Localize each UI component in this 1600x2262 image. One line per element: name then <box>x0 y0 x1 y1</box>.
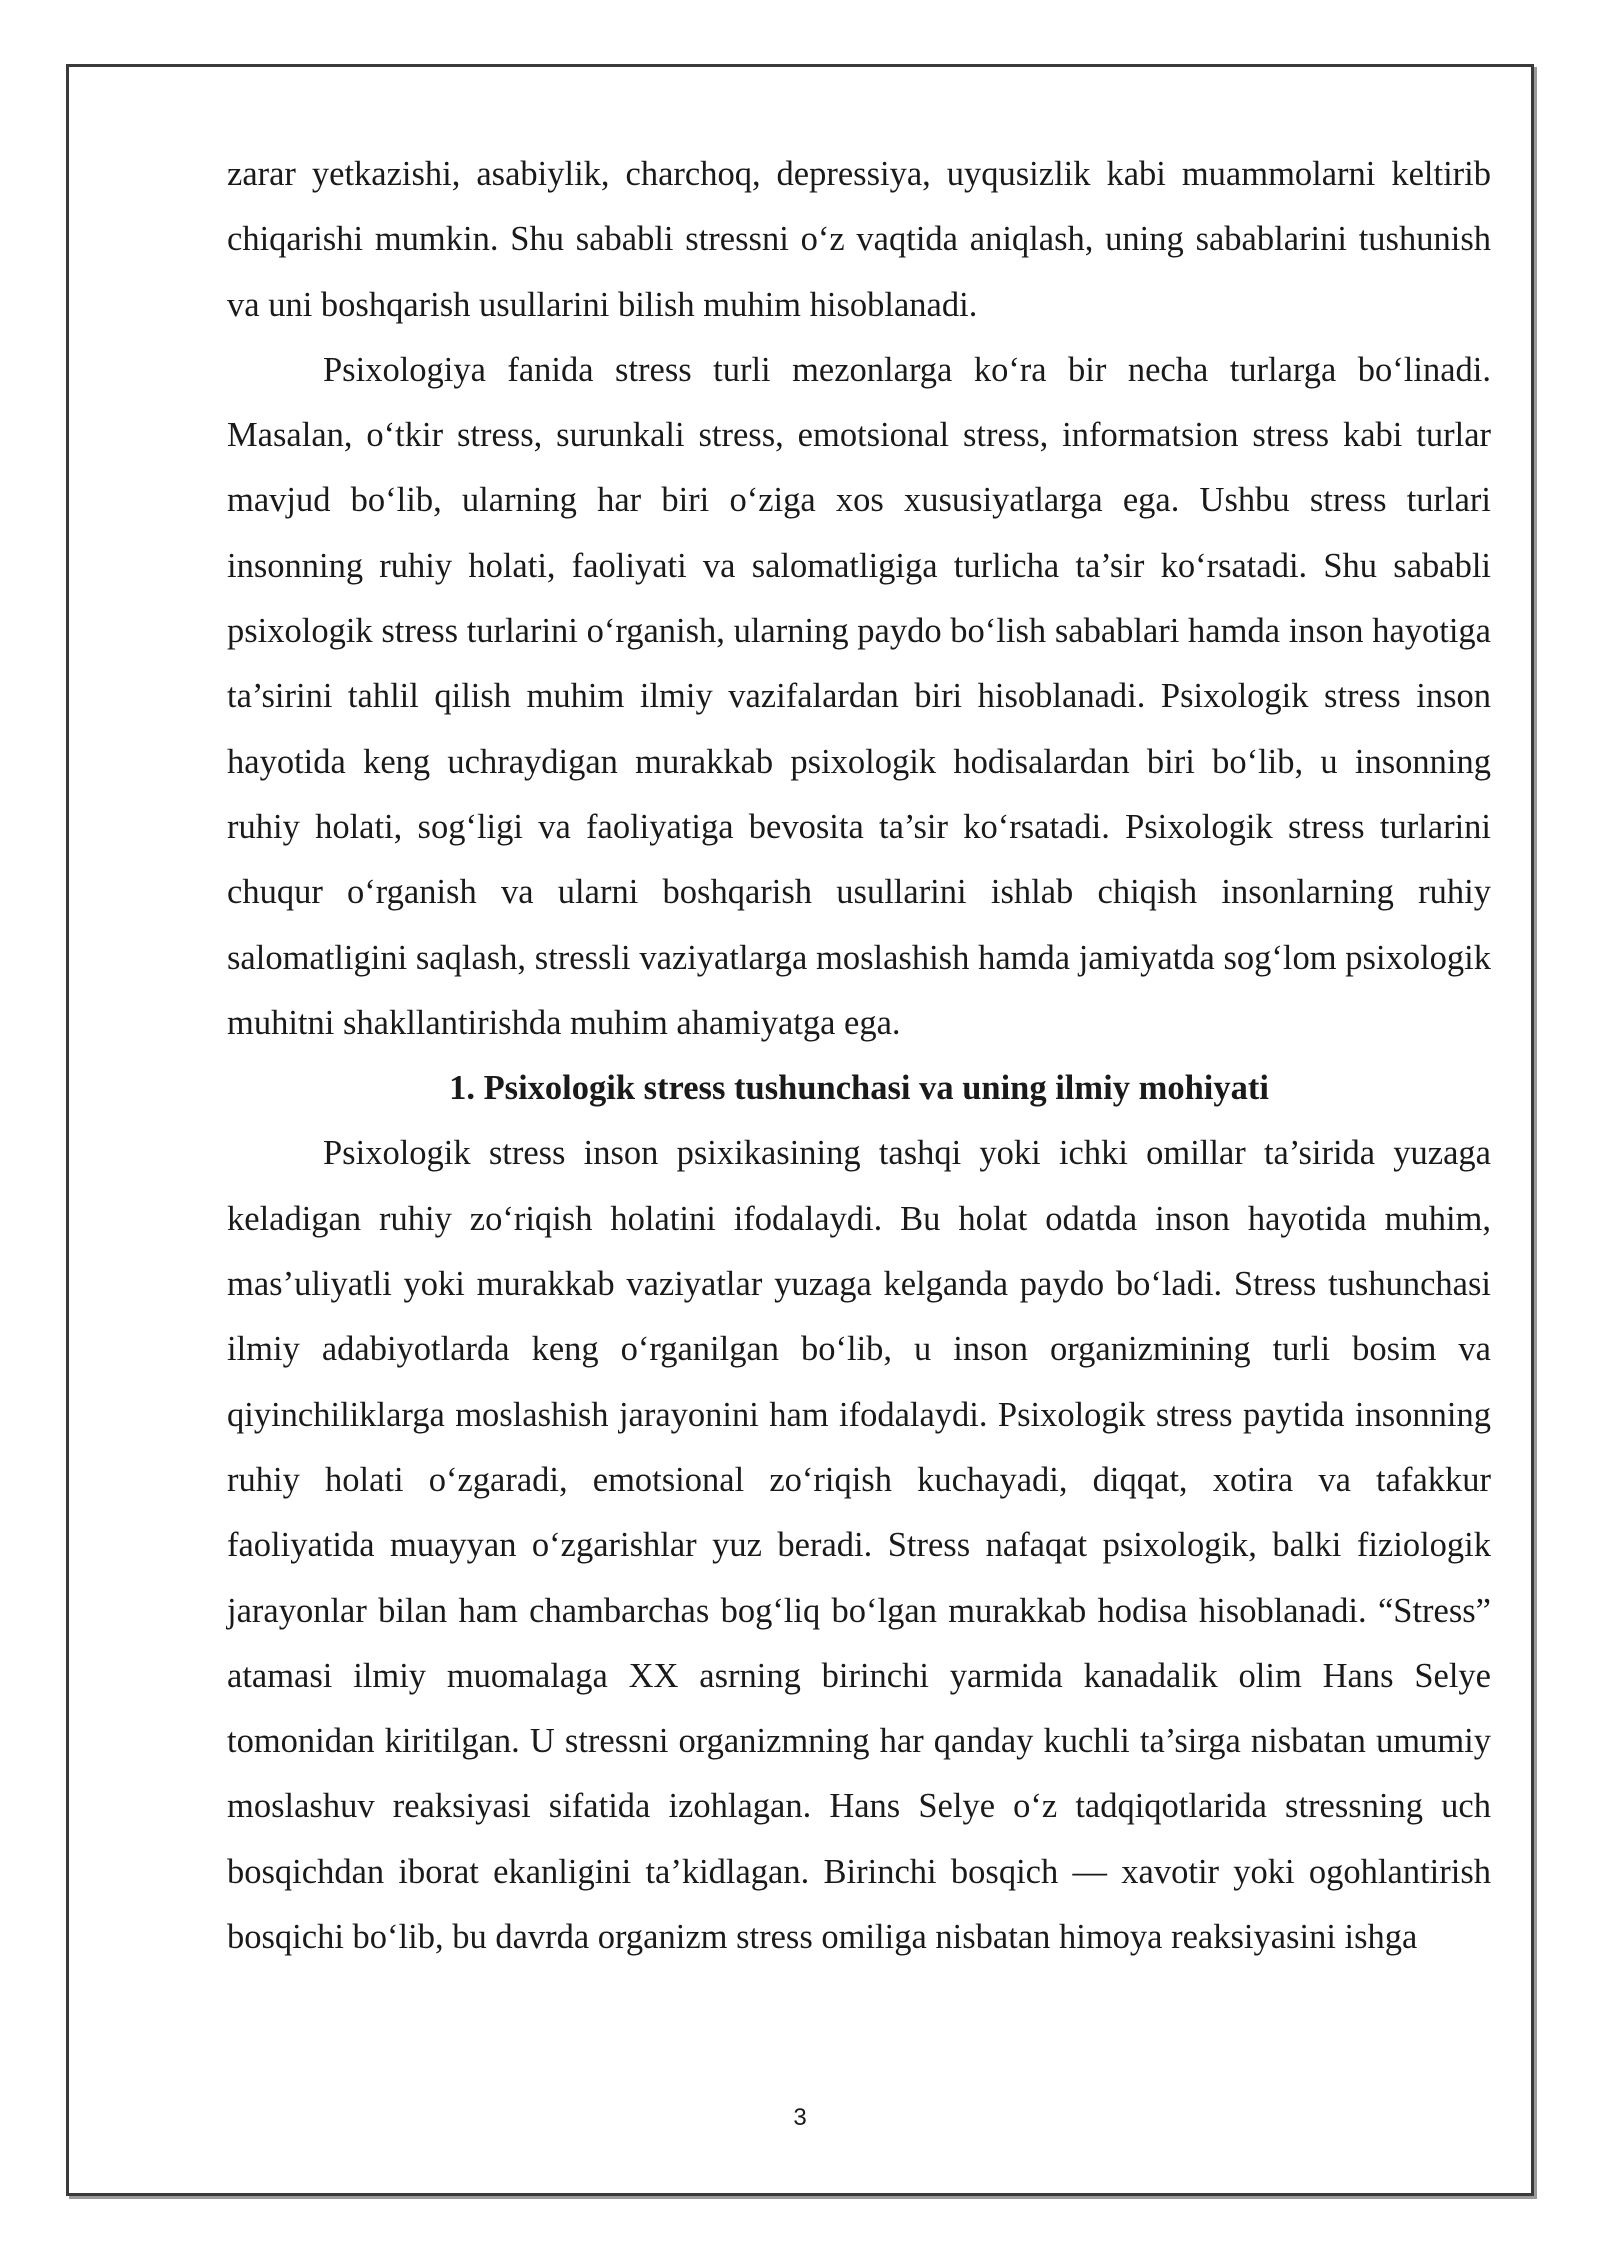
page-number: 3 <box>793 2104 807 2131</box>
paragraph-continuation: zarar yetkazishi, asabiylik, charchoq, depressiya, uyqusizlik kabi muammolarni keltirib chiqarishi mumkin. Shu sababli stressni o‘z vaqtida aniqlash, uning sabablarini tushunish va uni boshqarish usullarini bilish muhim hisoblanadi. <box>227 155 1491 324</box>
paragraph-stress-concept: Psixologik stress inson psixikasining tashqi yoki ichki omillar ta’sirida yuzaga keladigan ruhiy zo‘riqish holatini ifodalaydi. Bu holat odatda inson hayotida muhim, mas’uliyatli yoki murakkab vaziyatlar yuzaga kelganda paydo bo‘ladi. Stress tushunchasi ilmiy adabiyotlarda keng o‘rganilgan bo‘lib, u inson organizmining turli bosim va qiyinchiliklarga moslashish jarayonini ham ifodalaydi. Psixologik stress paytida insonning ruhiy holati o‘zgaradi, emotsional zo‘riqish kuchayadi, diqqat, xotira va tafakkur faoliyatida muayyan o‘zgarishlar yuz beradi. Stress nafaqat psixologik, balki fiziologik jarayonlar bilan ham chambarchas bog‘liq bo‘lgan murakkab hodisa hisoblanadi. “Stress” atamasi ilmiy muomalaga XX asrning birinchi yarmida kanadalik olim Hans Selye tomonidan kiritilgan. U stressni organizmning har qanday kuchli ta’sirga nisbatan umumiy moslashuv reaksiyasi sifatida izohlagan. Hans Selye o‘z tadqiqotlarida stressning uch bosqichdan iborat ekanligini ta’kidlagan. Birinchi bosqich — xavotir yoki ogohlantirish bosqichi bo‘lib, bu davrda organizm stress omiliga nisbatan himoya reaksiyasini ishga <box>227 1134 1491 1957</box>
paragraph-stress-types: Psixologiya fanida stress turli mezonlarga ko‘ra bir necha turlarga bo‘linadi. Masalan, o‘tkir stress, surunkali stress, emotsional stress, informatsion stress kabi turlar mavjud bo‘lib, ularning har biri o‘ziga xos xususiyatlarga ega. Ushbu stress turlari insonning ruhiy holati, faoliyati va salomatligiga turlicha ta’sir ko‘rsatadi. Shu sababli psixologik stress turlarini o‘rganish, ularning paydo bo‘lish sabablari hamda inson hayotiga ta’sirini tahlil qilish muhim ilmiy vazifalardan biri hisoblanadi. Psixologik stress inson hayotida keng uchraydigan murakkab psixologik hodisalardan biri bo‘lib, u insonning ruhiy holati, sog‘ligi va faoliyatiga bevosita ta’sir ko‘rsatadi. Psixologik stress turlarini chuqur o‘rganish va ularni boshqarish usullarini ishlab chiqish insonlarning ruhiy salomatligini saqlash, stressli vaziyatlarga moslashish hamda jamiyatda sog‘lom psixologik muhitni shakllantirishda muhim ahamiyatga ega. <box>227 350 1491 1042</box>
document-body <box>227 142 1491 1970</box>
section-heading: 1. Psixologik stress tushunchasi va uning ilmiy mohiyati <box>449 1069 1269 1108</box>
